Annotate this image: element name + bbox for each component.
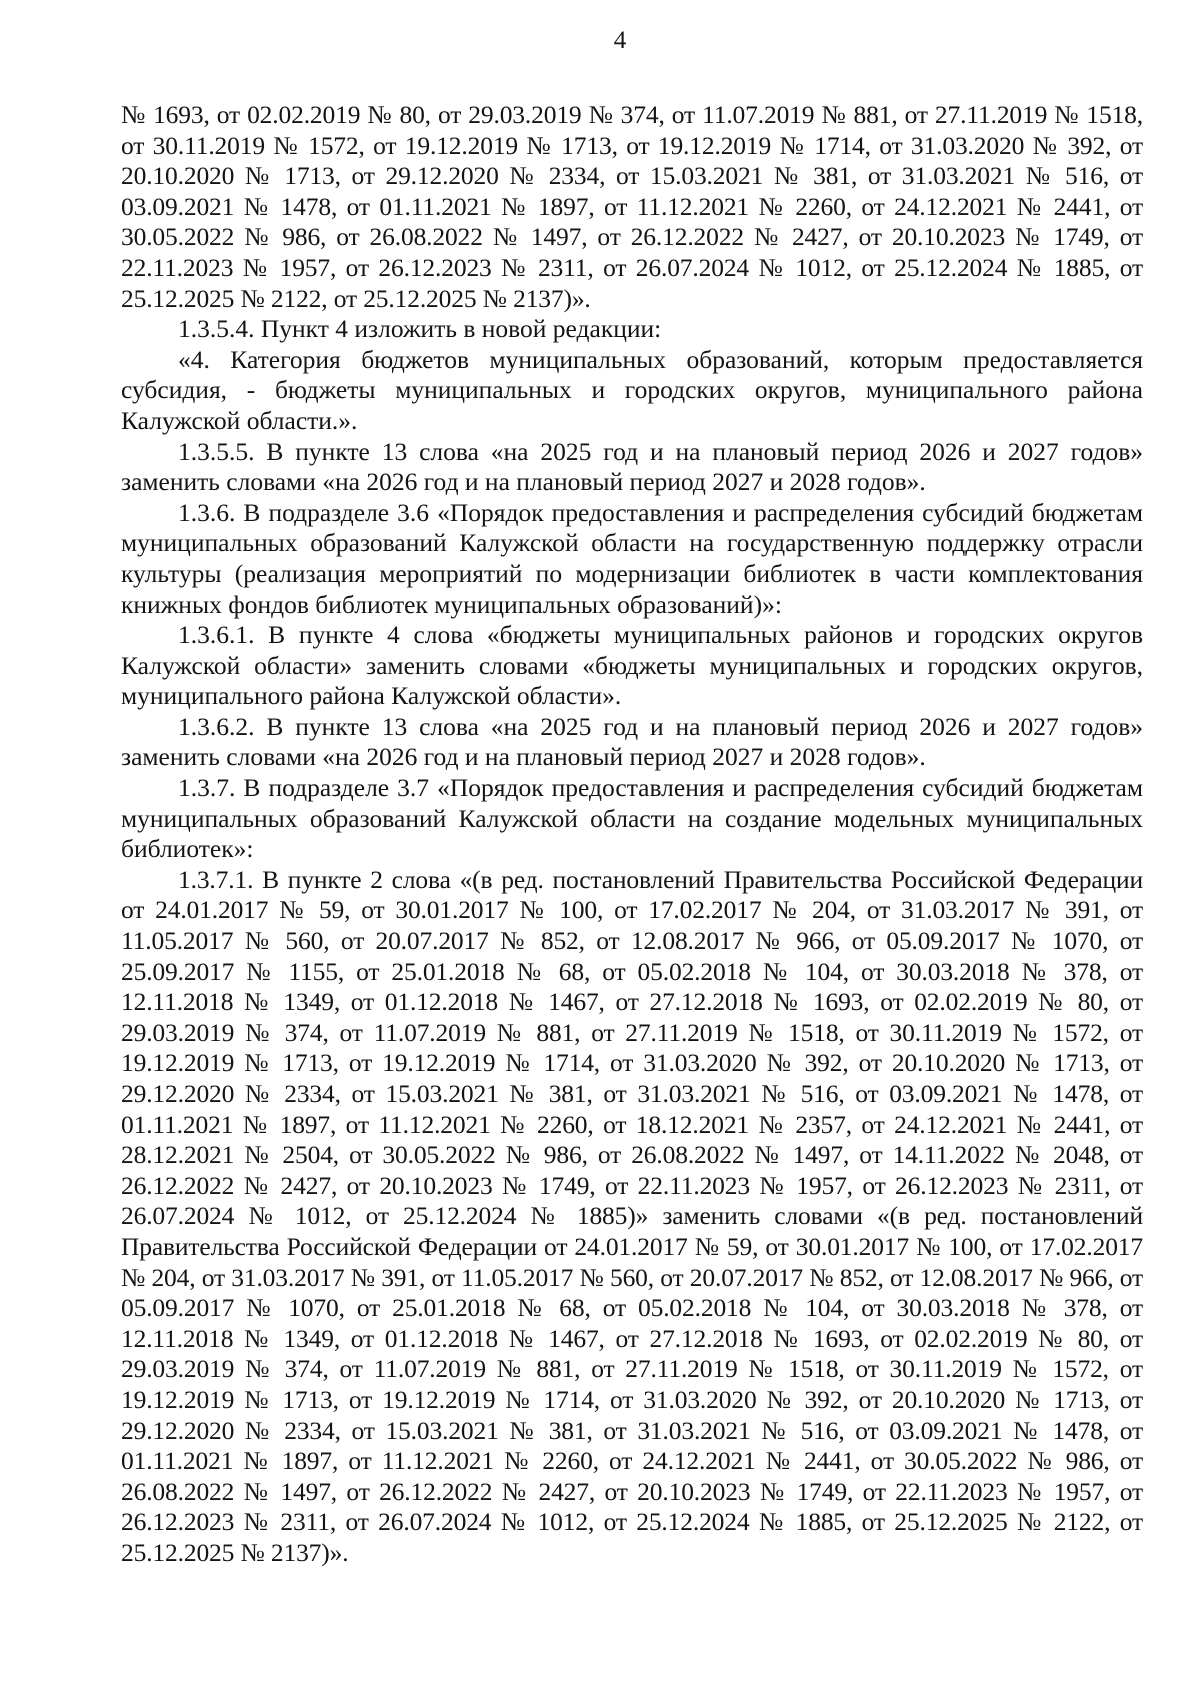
paragraph-1-3-6-1: 1.3.6.1. В пункте 4 слова «бюджеты муниципальных районов и городских округов Калужской области» заменить словами «бюджеты муниципальных и городских округов, муниципального района Калужской области». (121, 620, 1143, 711)
paragraph-new-clause-4: «4. Категория бюджетов муниципальных образований, которым предоставляется субсидия, - бюджеты муниципальных и городских округов, муниципального района Калужской области.». (121, 344, 1143, 435)
paragraph-continuation: № 1693, от 02.02.2019 № 80, от 29.03.2019 № 374, от 11.07.2019 № 881, от 27.11.2019 № 1518, от 30.11.2019 № 1572, от 19.12.2019 № 1713, от 19.12.2019 № 1714, от 31.03.2020 № 392, от 20.10.2020 № 1713, от 29.12.2020 № 2334, от 15.03.2021 № 381, от 31.03.2021 № 516, от 03.09.2021 № 1478, от 01.11.2021 № 1897, от 11.12.2021 № 2260, от 24.12.2021 № 2441, от 30.05.2022 № 986, от 26.08.2022 № 1497, от 26.12.2022 № 2427, от 20.10.2023 № 1749, от 22.11.2023 № 1957, от 26.12.2023 № 2311, от 26.07.2024 № 1012, от 25.12.2024 № 1885, от 25.12.2025 № 2122, от 25.12.2025 № 2137)». (121, 100, 1143, 313)
paragraph-1-3-7-1: 1.3.7.1. В пункте 2 слова «(в ред. постановлений Правительства Российской Федерации от 24.01.2017 № 59, от 30.01.2017 № 100, от 17.02.2017 № 204, от 31.03.2017 № 391, от 11.05.2017 № 560, от 20.07.2017 № 852, от 12.08.2017 № 966, от 05.09.2017 № 1070, от 25.09.2017 № 1155, от 25.01.2018 № 68, от 05.02.2018 № 104, от 30.03.2018 № 378, от 12.11.2018 № 1349, от 01.12.2018 № 1467, от 27.12.2018 № 1693, от 02.02.2019 № 80, от 29.03.2019 № 374, от 11.07.2019 № 881, от 27.11.2019 № 1518, от 30.11.2019 № 1572, от 19.12.2019 № 1713, от 19.12.2019 № 1714, от 31.03.2020 № 392, от 20.10.2020 № 1713, от 29.12.2020 № 2334, от 15.03.2021 № 381, от 31.03.2021 № 516, от 03.09.2021 № 1478, от 01.11.2021 № 1897, от 11.12.2021 № 2260, от 18.12.2021 № 2357, от 24.12.2021 № 2441, от 28.12.2021 № 2504, от 30.05.2022 № 986, от 26.08.2022 № 1497, от 14.11.2022 № 2048, от 26.12.2022 № 2427, от 20.10.2023 № 1749, от 22.11.2023 № 1957, от 26.12.2023 № 2311, от 26.07.2024 № 1012, от 25.12.2024 № 1885)» заменить словами «(в ред. постановлений Правительства Российской Федерации от 24.01.2017 № 59, от 30.01.2017 № 100, от 17.02.2017 № 204, от 31.03.2017 № 391, от 11.05.2017 № 560, от 20.07.2017 № 852, от 12.08.2017 № 966, от 05.09.2017 № 1070, от 25.01.2018 № 68, от 05.02.2018 № 104, от 30.03.2018 № 378, от 12.11.2018 № 1349, от 01.12.2018 № 1467, от 27.12.2018 № 1693, от 02.02.2019 № 80, от 29.03.2019 № 374, от 11.07.2019 № 881, от 27.11.2019 № 1518, от 30.11.2019 № 1572, от 19.12.2019 № 1713, от 19.12.2019 № 1714, от 31.03.2020 № 392, от 20.10.2020 № 1713, от 29.12.2020 № 2334, от 15.03.2021 № 381, от 31.03.2021 № 516, от 03.09.2021 № 1478, от 01.11.2021 № 1897, от 11.12.2021 № 2260, от 24.12.2021 № 2441, от 30.05.2022 № 986, от 26.08.2022 № 1497, от 26.12.2022 № 2427, от 20.10.2023 № 1749, от 22.11.2023 № 1957, от 26.12.2023 № 2311, от 26.07.2024 № 1012, от 25.12.2024 № 1885, от 25.12.2025 № 2122, от 25.12.2025 № 2137)». (121, 864, 1143, 1567)
document-body (121, 100, 1143, 1569)
page-number: 4 (613, 27, 627, 54)
paragraph-1-3-7: 1.3.7. В подразделе 3.7 «Порядок предоставления и распределения субсидий бюджетам муниципальных образований Калужской области на создание модельных муниципальных библиотек»: (121, 773, 1143, 864)
paragraph-1-3-6-2: 1.3.6.2. В пункте 13 слова «на 2025 год и на плановый период 2026 и 2027 годов» заменить словами «на 2026 год и на плановый период 2027 и 2028 годов». (121, 711, 1143, 772)
paragraph-1-3-5-4: 1.3.5.4. Пункт 4 изложить в новой редакции: (178, 314, 662, 344)
paragraph-1-3-6: 1.3.6. В подразделе 3.6 «Порядок предоставления и распределения субсидий бюджетам муниципальных образований Калужской области на государственную поддержку отрасли культуры (реализация мероприятий по модернизации библиотек в части комплектования книжных фондов библиотек муниципальных образований)»: (121, 497, 1143, 619)
paragraph-1-3-5-5: 1.3.5.5. В пункте 13 слова «на 2025 год и на плановый период 2026 и 2027 годов» заменить словами «на 2026 год и на плановый период 2027 и 2028 годов». (121, 436, 1143, 497)
